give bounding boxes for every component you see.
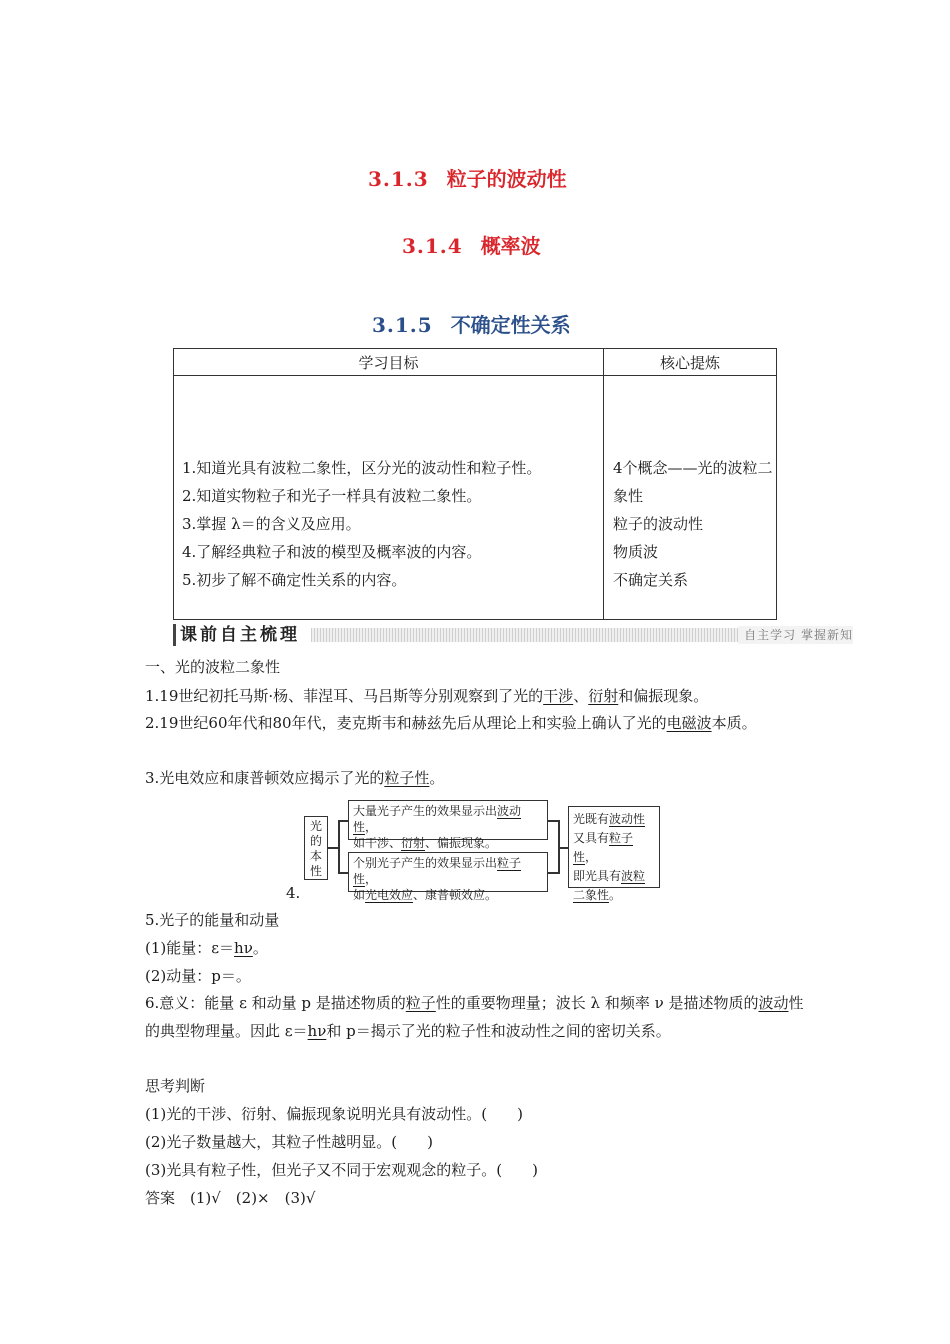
- goal-item: 1.知道光具有波粒二象性，区分光的波动性和粒子性。: [182, 459, 542, 477]
- connector: [548, 820, 558, 822]
- banner-label: 课前自主梳理: [173, 624, 304, 646]
- item-6-meaning: 6.意义：能量 ε 和动量 p 是描述物质的粒子性的重要物理量；波长 λ 和频率 ν 是描述物质的波动性的典型物理量。因此 ε＝hν和 p＝揭示了光的粒子性和波动性之间的密切关系。: [145, 994, 804, 1040]
- item-1: 1.19世纪初托马斯·杨、菲涅耳、马吕斯等分别观察到了光的干涉、衍射和偏振现象。: [145, 687, 709, 705]
- connector: [548, 872, 558, 874]
- objectives-table: [173, 348, 777, 620]
- section-heading: 一、光的波粒二象性: [145, 658, 281, 676]
- connector: [558, 847, 568, 849]
- summary-item: 4个概念——光的波粒二象性: [613, 459, 773, 505]
- connector: [338, 872, 348, 874]
- banner-right-text: 自主学习 掌握新知: [738, 626, 853, 644]
- goal-item: 5.初步了解不确定性关系的内容。: [182, 571, 407, 589]
- connector: [338, 820, 340, 874]
- summary-item: 不确定关系: [613, 571, 689, 589]
- item-2: 2.19世纪60年代和80年代，麦克斯韦和赫兹先后从理论上和实验上确认了光的电磁波本质。: [145, 714, 757, 732]
- judge-question: (1)光的干涉、衍射、偏振现象说明光具有波动性。( ): [145, 1105, 523, 1123]
- summary-cell: [604, 376, 777, 620]
- title-section-3-1-4: 3.1.4 概率波: [402, 234, 541, 258]
- goal-item: 2.知道实物粒子和光子一样具有波粒二象性。: [182, 487, 482, 505]
- title-section-3-1-5: 3.1.5 不确定性关系: [372, 313, 571, 337]
- connector: [328, 847, 338, 849]
- item-4-number: 4.: [286, 884, 301, 902]
- box-particle-nature: 个别光子产生的效果显示出粒子性， 如光电效应、康普顿效应。: [348, 852, 548, 892]
- judge-answer: 答案 (1)√ (2)× (3)√: [145, 1189, 316, 1207]
- goals-cell: [174, 376, 604, 620]
- momentum-line: (2)动量：p＝。: [145, 967, 251, 985]
- judge-heading: 思考判断: [145, 1077, 206, 1095]
- nature-of-light-diagram: [286, 800, 666, 900]
- connector: [338, 820, 348, 822]
- judge-question: (3)光具有粒子性，但光子又不同于宏观观念的粒子。( ): [145, 1161, 538, 1179]
- summary-item: 粒子的波动性: [613, 515, 704, 533]
- header-goals: 学习目标: [174, 349, 604, 376]
- box-wave-nature: 大量光子产生的效果显示出波动性， 如干涉、衍射、偏振现象。: [348, 800, 548, 840]
- energy-line: (1)能量：ε＝hν。: [145, 939, 268, 957]
- goal-item: 3.掌握 λ＝的含义及应用。: [182, 515, 361, 533]
- box-wave-particle-duality: 光既有波动性 又具有粒子性， 即光具有波粒 二象性。: [568, 806, 660, 888]
- item-5-heading: 5.光子的能量和动量: [145, 911, 280, 929]
- judge-question: (2)光子数量越大，其粒子性越明显。( ): [145, 1133, 433, 1151]
- item-3: 3.光电效应和康普顿效应揭示了光的粒子性。: [145, 769, 445, 787]
- header-summary: 核心提炼: [604, 349, 777, 376]
- section-banner: [173, 624, 853, 646]
- box-nature-of-light: 光 的 本 性: [304, 816, 328, 880]
- summary-item: 物质波: [613, 543, 659, 561]
- goal-item: 4.了解经典粒子和波的模型及概率波的内容。: [182, 543, 482, 561]
- title-section-3-1-3: 3.1.3 粒子的波动性: [368, 167, 567, 191]
